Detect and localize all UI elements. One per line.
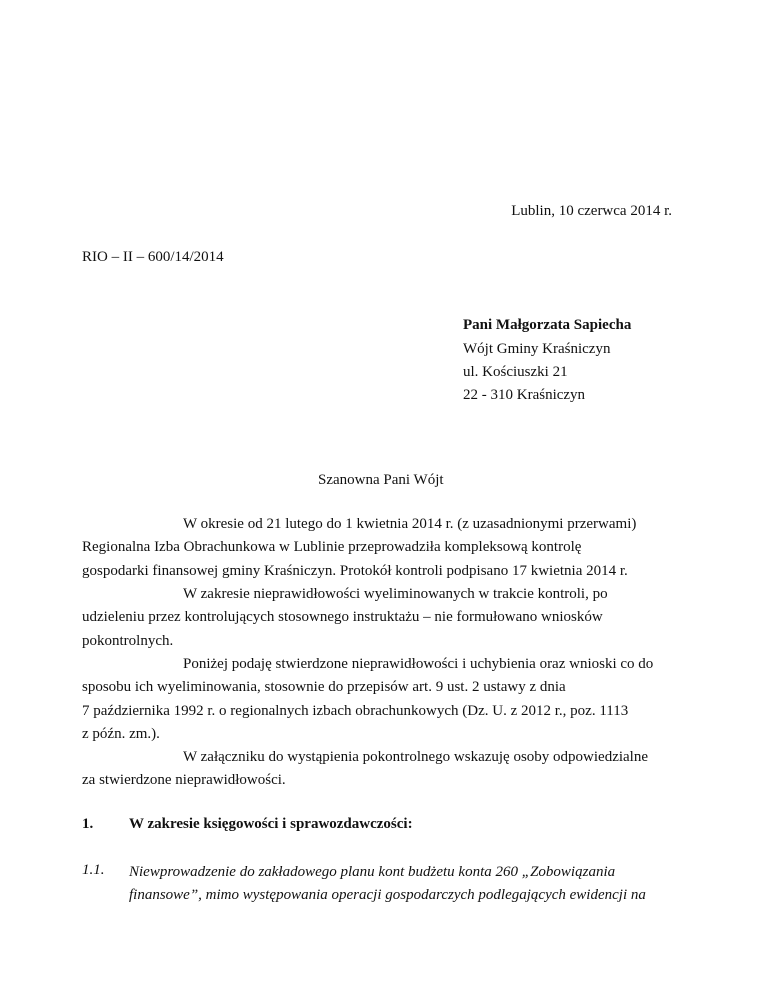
paragraph-line: W zakresie nieprawidłowości wyeliminowanych w trakcie kontroli, po [183,586,608,602]
paragraph-line: 7 października 1992 r. o regionalnych izbach obrachunkowych (Dz. U. z 2012 r., poz. 1113 [82,702,629,719]
section-number: 1. [82,816,94,832]
paragraph-line: gospodarki finansowej gminy Kraśniczyn. Protokół kontroli podpisano 17 kwietnia 2014 r. [82,562,628,579]
place-date: Lublin, 10 czerwca 2014 r. [511,203,672,219]
recipient-name: Pani Małgorzata Sapiecha [463,317,632,333]
paragraph-1 [82,513,686,583]
paragraph-line: W okresie od 21 lutego do 1 kwietnia 2014 r. (z uzasadnionymi przerwami) [183,516,637,532]
subsection-text [129,861,686,908]
recipient-postal: 22 - 310 Kraśniczyn [463,387,586,403]
paragraph-line: Niewprowadzenie do zakładowego planu kont budżetu konta 260 „Zobowiązania [129,864,616,880]
paragraph-line: finansowe”, mimo występowania operacji gospodarczych podlegających ewidencji na [129,887,646,904]
reference-number: RIO – II – 600/14/2014 [82,249,224,265]
paragraph-3 [82,653,686,746]
paragraph-line: W załączniku do wystąpienia pokontrolnego wskazuję osoby odpowiedzialne [183,749,649,765]
paragraph-line: z późn. zm.). [82,725,160,742]
paragraph-line: udzieleniu przez kontrolujących stosownego instruktażu – nie formułowano wniosków [82,609,603,626]
recipient-title: Wójt Gminy Kraśniczyn [463,341,611,357]
recipient-street: ul. Kościuszki 21 [463,364,568,380]
subsection-number: 1.1. [82,862,105,878]
paragraph-line: pokontrolnych. [82,632,174,649]
paragraph-line: za stwierdzone nieprawidłowości. [82,772,286,789]
salutation: Szanowna Pani Wójt [318,472,444,488]
paragraph-line: Regionalna Izba Obrachunkowa w Lublinie przeprowadziła kompleksową kontrolę [82,539,582,556]
section-title: W zakresie księgowości i sprawozdawczości: [129,816,413,832]
paragraph-4 [82,746,686,793]
paragraph-2 [82,583,686,653]
paragraph-line: Poniżej podaję stwierdzone nieprawidłowości i uchybienia oraz wnioski co do [183,656,654,672]
paragraph-line: sposobu ich wyeliminowania, stosownie do przepisów art. 9 ust. 2 ustawy z dnia [82,679,566,696]
